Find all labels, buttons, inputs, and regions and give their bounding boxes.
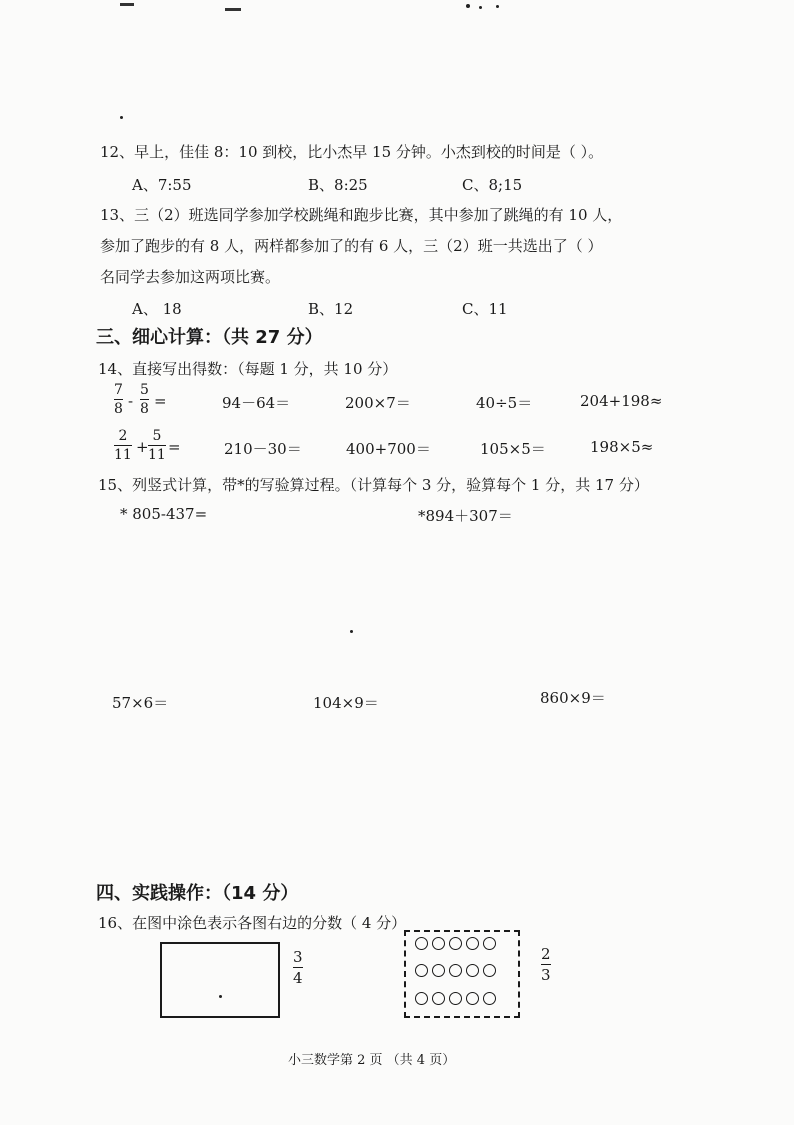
q13-option-a: A、 18 [132, 300, 182, 318]
circle-row [413, 964, 498, 977]
circle-row [413, 992, 498, 1005]
numerator: 5 [152, 428, 162, 444]
numerator: 5 [140, 382, 149, 398]
page-footer: 小三数学第 2 页 （共 4 页） [288, 1053, 456, 1068]
fraction [114, 428, 132, 463]
scan-mark [225, 8, 241, 11]
q14-item: 200×7＝ [345, 394, 411, 412]
fraction-a [293, 948, 303, 987]
q12-option-b: B、8:25 [308, 176, 368, 194]
rectangle-figure [160, 942, 280, 1018]
numerator: 2 [118, 428, 128, 444]
denominator: 3 [541, 966, 551, 984]
numerator: 3 [293, 948, 303, 966]
section-4-title: 四、实践操作：（14 分） [96, 883, 299, 904]
q14-item: 204+198≈ [580, 392, 663, 410]
q13-line2: 参加了跑步的有 8 人，两样都参加了的有 6 人，三（2）班一共选出了（ ） [100, 237, 603, 255]
operator: + [136, 438, 149, 456]
q16-title: 16、在图中涂色表示各图右边的分数（ 4 分） [98, 914, 407, 932]
q14-item: 198×5≈ [590, 438, 654, 456]
numerator: 2 [541, 945, 551, 963]
q13-option-b: B、12 [308, 300, 354, 318]
q14-item: 105×5＝ [480, 440, 546, 458]
circle [483, 937, 496, 950]
circle [449, 964, 462, 977]
q14-title: 14、直接写出得数：（每题 1 分，共 10 分） [98, 360, 398, 378]
fraction [148, 428, 166, 463]
circle [466, 937, 479, 950]
circle [449, 937, 462, 950]
q14-item: 94－64＝ [222, 394, 291, 412]
q15-item: * 805-437= [120, 505, 208, 523]
circle [483, 992, 496, 1005]
circle [449, 992, 462, 1005]
denominator: 11 [114, 447, 132, 463]
denominator: 11 [148, 447, 166, 463]
q15-item: 57×6＝ [112, 694, 169, 712]
scan-mark [466, 4, 470, 8]
q12-option-c: C、8;15 [462, 176, 523, 194]
q13-option-c: C、11 [462, 300, 508, 318]
q12-option-a: A、7:55 [132, 176, 192, 194]
q14-item: 40÷5＝ [476, 394, 533, 412]
scan-mark [219, 995, 222, 998]
scan-mark [350, 630, 353, 633]
section-3-title: 三、细心计算：（共 27 分） [96, 327, 323, 348]
scan-mark [479, 6, 482, 9]
scan-mark [120, 3, 134, 6]
q12-stem: 12、早上，佳佳 8：10 到校，比小杰早 15 分钟。小杰到校的时间是（ ）。 [100, 143, 604, 161]
numerator: 7 [114, 382, 123, 398]
q15-title: 15、列竖式计算，带*的写验算过程。（计算每个 3 分，验算每个 1 分，共 17 分） [98, 476, 649, 494]
denominator: 4 [293, 969, 303, 987]
equals: = [168, 438, 181, 456]
circle [432, 937, 445, 950]
q13-line1: 13、三（2）班选同学参加学校跳绳和跑步比赛，其中参加了跳绳的有 10 人， [100, 206, 623, 224]
circle [432, 964, 445, 977]
circle [466, 964, 479, 977]
scan-mark [120, 116, 123, 119]
q15-item: 104×9＝ [313, 694, 379, 712]
q15-item: *894＋307＝ [418, 507, 513, 525]
circle [432, 992, 445, 1005]
denominator: 8 [114, 401, 123, 417]
q15-item: 860×9＝ [540, 689, 606, 707]
circle [415, 964, 428, 977]
scan-mark [496, 5, 499, 8]
q14-item: 400+700＝ [346, 440, 431, 458]
operator: - [128, 392, 134, 410]
q14-item: 210－30＝ [224, 440, 302, 458]
circle [483, 964, 496, 977]
fraction-b [541, 945, 551, 984]
q13-line3: 名同学去参加这两项比赛。 [100, 268, 281, 286]
fraction [114, 382, 123, 417]
fraction [140, 382, 149, 417]
equals: = [154, 392, 167, 410]
circle [415, 937, 428, 950]
denominator: 8 [140, 401, 149, 417]
circle-row [413, 937, 498, 950]
circle [466, 992, 479, 1005]
circle [415, 992, 428, 1005]
